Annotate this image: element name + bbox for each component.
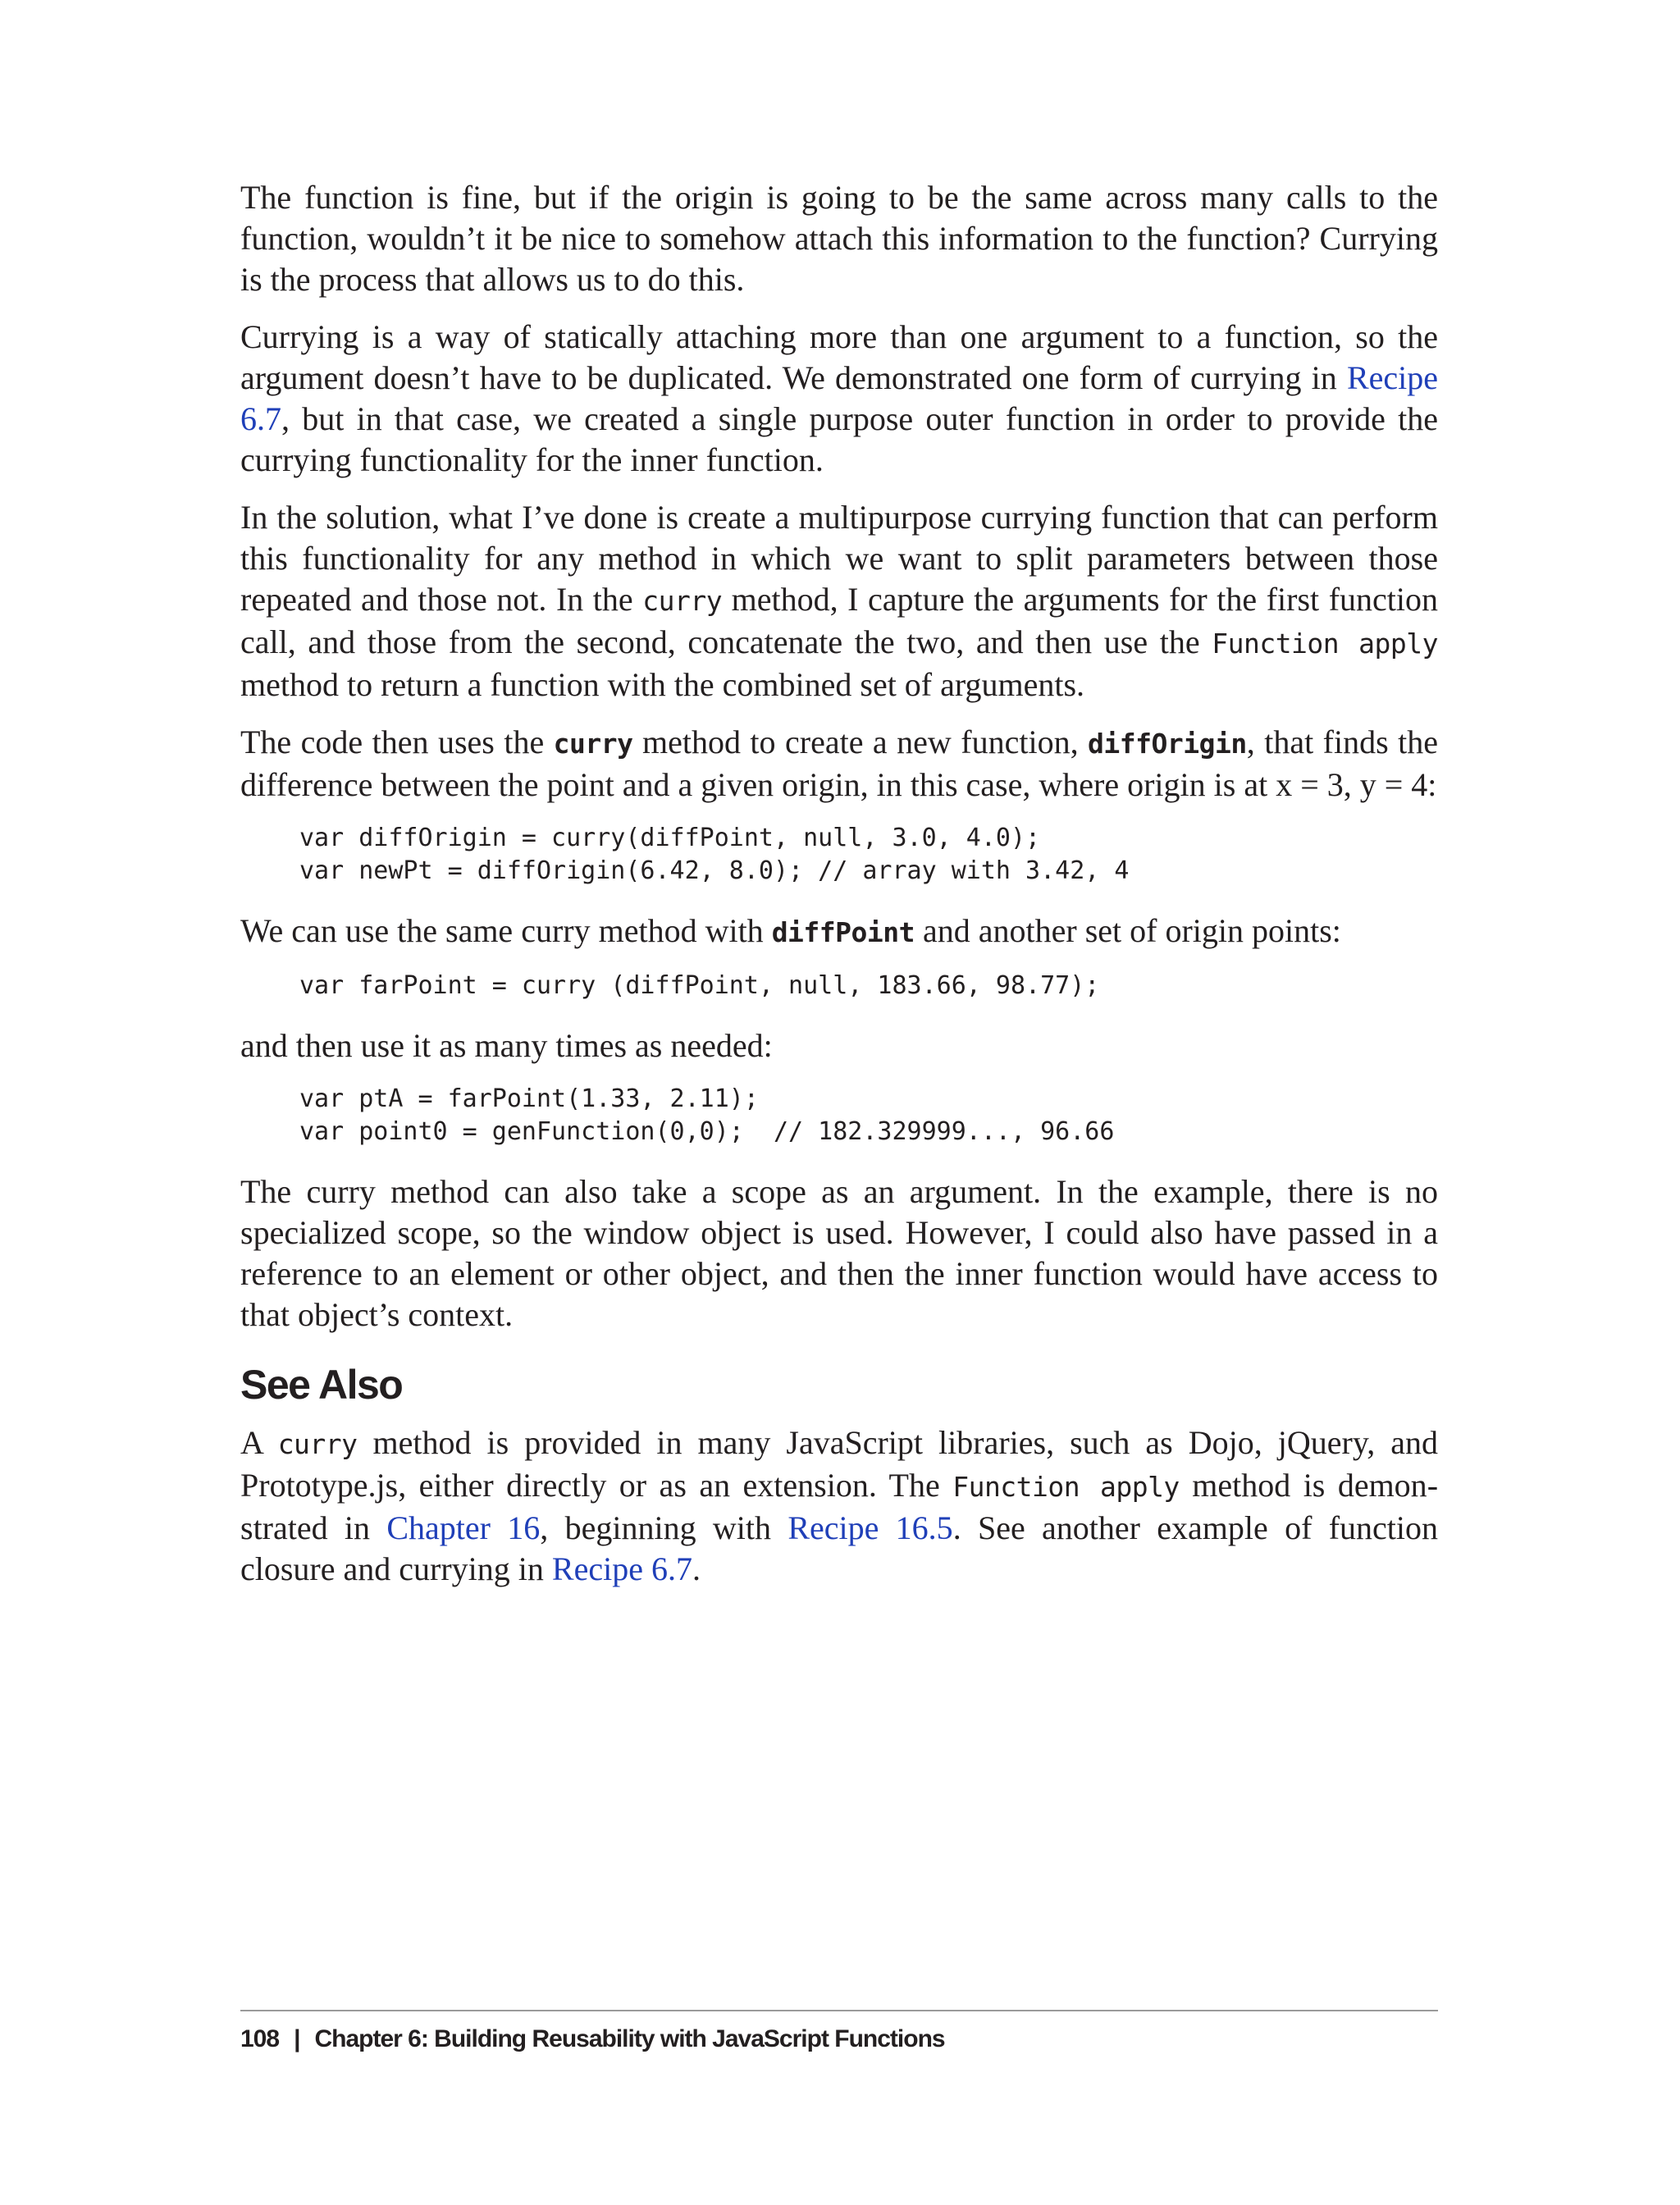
paragraph-text: Currying is a way of statically attaching more than one argument to a function, so the argument doesn’t have to be duplicated. We demonstrated one form of currying in [240,318,1438,396]
link-recipe-16-5[interactable]: Recipe 16.5 [788,1509,953,1546]
paragraph-text: The curry method can also take a scope as an argument. In the example, there is no specialized scope, so the window object is used. However, I could also have passed in a reference to an element or other object, and then the inner function would have access to that object’s context. [240,1173,1438,1333]
paragraph-text: method is demonstrated in [240,1467,1439,1546]
paragraph-text: A [240,1424,278,1461]
paragraph-see-also [240,1422,1438,1590]
page-footer [240,2023,945,2056]
paragraph-text: . See another example of function closure and currying in [240,1509,1439,1587]
paragraph-text: The function is fine, but if the origin is going to be the same across many calls to the function, wouldn’t it be nice to somehow attach this information to the function? Currying is the process that allows us to do this. [240,179,1438,298]
paragraph-solution [240,497,1438,705]
paragraph-text: method to create a new function, [632,724,1089,760]
page-number: 108 [240,2025,280,2052]
paragraph-text: The code then uses the [240,724,554,760]
footer-divider [240,2010,1438,2011]
inline-code-diff-origin: diffOrigin [1088,728,1247,760]
paragraph-many-times [240,1025,1438,1066]
section-heading-see-also: See Also [240,1362,403,1408]
chapter-title: Chapter 6: Building Reusability with JavaScript Functions [314,2025,945,2052]
page-content [240,177,1438,1606]
link-chapter-16[interactable]: Chapter 16 [386,1509,541,1546]
paragraph-text: , but in that case, we created a single purpose outer function in order to provide the currying functionality for the inner function. [240,400,1438,478]
paragraph-text: , beginning with [540,1509,788,1546]
paragraph-text: method to return a function with the combined set of arguments. [240,666,1085,703]
paragraph-text: method is provided in many JavaScript libraries, such as Dojo, jQuery, and Prototype.js, either directly or as an extension. The [240,1424,1438,1504]
paragraph-text: . [692,1550,701,1587]
paragraph-text: We can use the same curry method with [240,912,772,949]
code-block-diff-origin: var diffOrigin = curry(diffPoint, null, 3.0, 4.0); var newPt = diffOrigin(6.42, 8.0); // array with 3.42, 4 [299,824,1130,885]
paragraph-currying-definition [240,317,1438,481]
paragraph-text: In the solution, what I’ve done is create a multipurpose currying function that can perform this functionality for any method in which we want to split parameters between those repeated and those not. In the [240,499,1438,618]
footer-separator: | [294,2025,300,2052]
paragraph-diff-origin [240,722,1438,806]
paragraph-intro [240,177,1438,300]
inline-code-diff-point: diffPoint [771,916,915,948]
link-recipe-6-7[interactable]: Recipe 6.7 [551,1550,692,1587]
code-block-pt-a: var ptA = farPoint(1.33, 2.11); var point0 = genFunction(0,0); // 182.329999..., 96.66 [299,1084,1115,1146]
inline-code-function-apply: Function apply [952,1471,1180,1503]
inline-code-function-apply: Function apply [1212,628,1438,660]
paragraph-text: and another set of origin points: [915,912,1341,949]
paragraph-scope [240,1171,1438,1335]
paragraph-text: , that finds the difference between the point and a given origin, in this case, where origin is at x = 3, y = 4: [240,724,1438,803]
paragraph-text: method, I capture the arguments for the first function call, and those from the second, concatenate the two, and then use the [240,581,1438,660]
link-recipe-6-7[interactable]: Recipe 6.7 [240,359,1438,437]
inline-code-curry: curry [642,585,723,617]
code-block-far-point: var farPoint = curry (diffPoint, null, 183.66, 98.77); [299,971,1100,1000]
inline-code-curry: curry [553,728,633,760]
paragraph-text: and then use it as many times as needed: [240,1027,773,1064]
inline-code-curry: curry [277,1428,358,1460]
paragraph-same-curry [240,911,1438,953]
